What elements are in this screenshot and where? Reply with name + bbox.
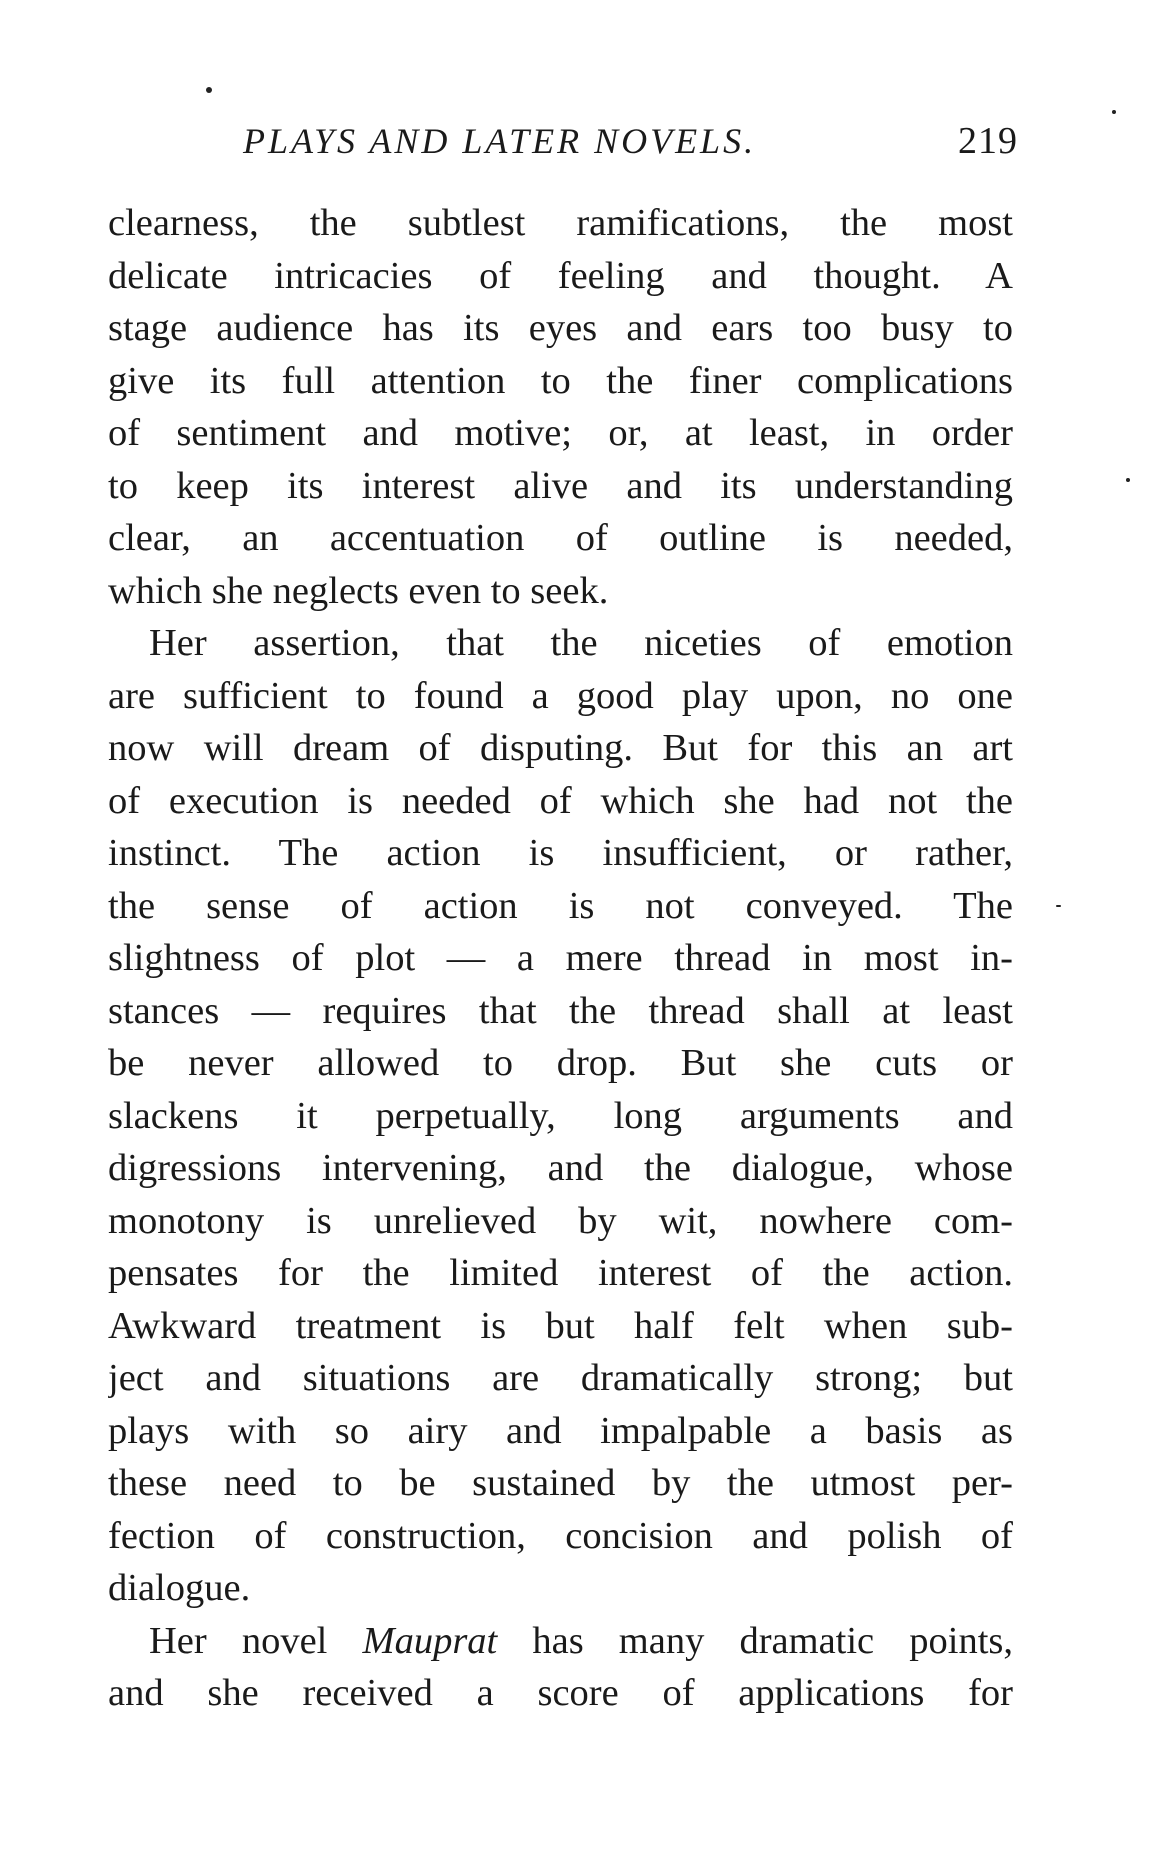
- text-line: be never allowed to drop. But she cuts or: [108, 1042, 1013, 1084]
- text-line: are sufficient to found a good play upon, no one: [108, 674, 1013, 717]
- text-run: Her novel: [149, 1619, 363, 1662]
- text-line: clearness, the subtlest ramifications, the most: [108, 202, 1013, 244]
- text-line: which she neglects even to seek.: [108, 569, 609, 612]
- text-line: stage audience has its eyes and ears too busy to: [108, 307, 1013, 349]
- text-line: pensates for the limited interest of the action.: [108, 1252, 1013, 1294]
- text-line: monotony is unrelieved by wit, nowhere com-: [108, 1199, 1013, 1242]
- text-line: instinct. The action is insufficient, or rather,: [108, 832, 1013, 874]
- text-line: delicate intricacies of feeling and thought. A: [108, 254, 1013, 297]
- text-line: Awkward treatment is but half felt when sub-: [108, 1304, 1013, 1347]
- text-line: give its full attention to the finer complications: [108, 359, 1013, 402]
- page-number: 219: [958, 120, 1018, 162]
- running-title: PLAYS AND LATER NOVELS.: [243, 121, 757, 161]
- italic-title: Mauprat: [362, 1619, 498, 1662]
- text-line: clear, an accentuation of outline is needed,: [108, 517, 1013, 559]
- text-line: now will dream of disputing. But for this an art: [108, 727, 1013, 769]
- ink-speck: [1056, 905, 1061, 907]
- paragraph-first-line: Her assertion, that the niceties of emotion: [149, 622, 1013, 664]
- text-line: the sense of action is not conveyed. The: [108, 884, 1013, 927]
- text-line: these need to be sustained by the utmost per-: [108, 1462, 1013, 1504]
- text-line: stances — requires that the thread shall at least: [108, 989, 1013, 1032]
- text-line: to keep its interest alive and its understanding: [108, 464, 1013, 507]
- text-run: has many dramatic points,: [497, 1619, 1013, 1662]
- ink-speck: [206, 87, 212, 93]
- text-line: and she received a score of applications for: [108, 1672, 1013, 1714]
- text-line: dialogue.: [108, 1567, 251, 1609]
- text-line: slightness of plot — a mere thread in most in-: [108, 937, 1013, 979]
- body-text: [108, 197, 1013, 1720]
- paragraph-first-line: [108, 1615, 1013, 1668]
- text-line: digressions intervening, and the dialogue, whose: [108, 1147, 1013, 1189]
- text-line: plays with so airy and impalpable a basis as: [108, 1409, 1013, 1452]
- text-line: slackens it perpetually, long arguments and: [108, 1094, 1013, 1137]
- text-line: fection of construction, concision and polish of: [108, 1514, 1013, 1557]
- text-line: of sentiment and motive; or, at least, in order: [108, 412, 1013, 454]
- ink-speck: [1126, 478, 1130, 482]
- text-line: of execution is needed of which she had not the: [108, 779, 1013, 822]
- ink-speck: [1112, 110, 1116, 114]
- text-line: ject and situations are dramatically strong; but: [108, 1357, 1013, 1399]
- running-head: [243, 116, 1018, 166]
